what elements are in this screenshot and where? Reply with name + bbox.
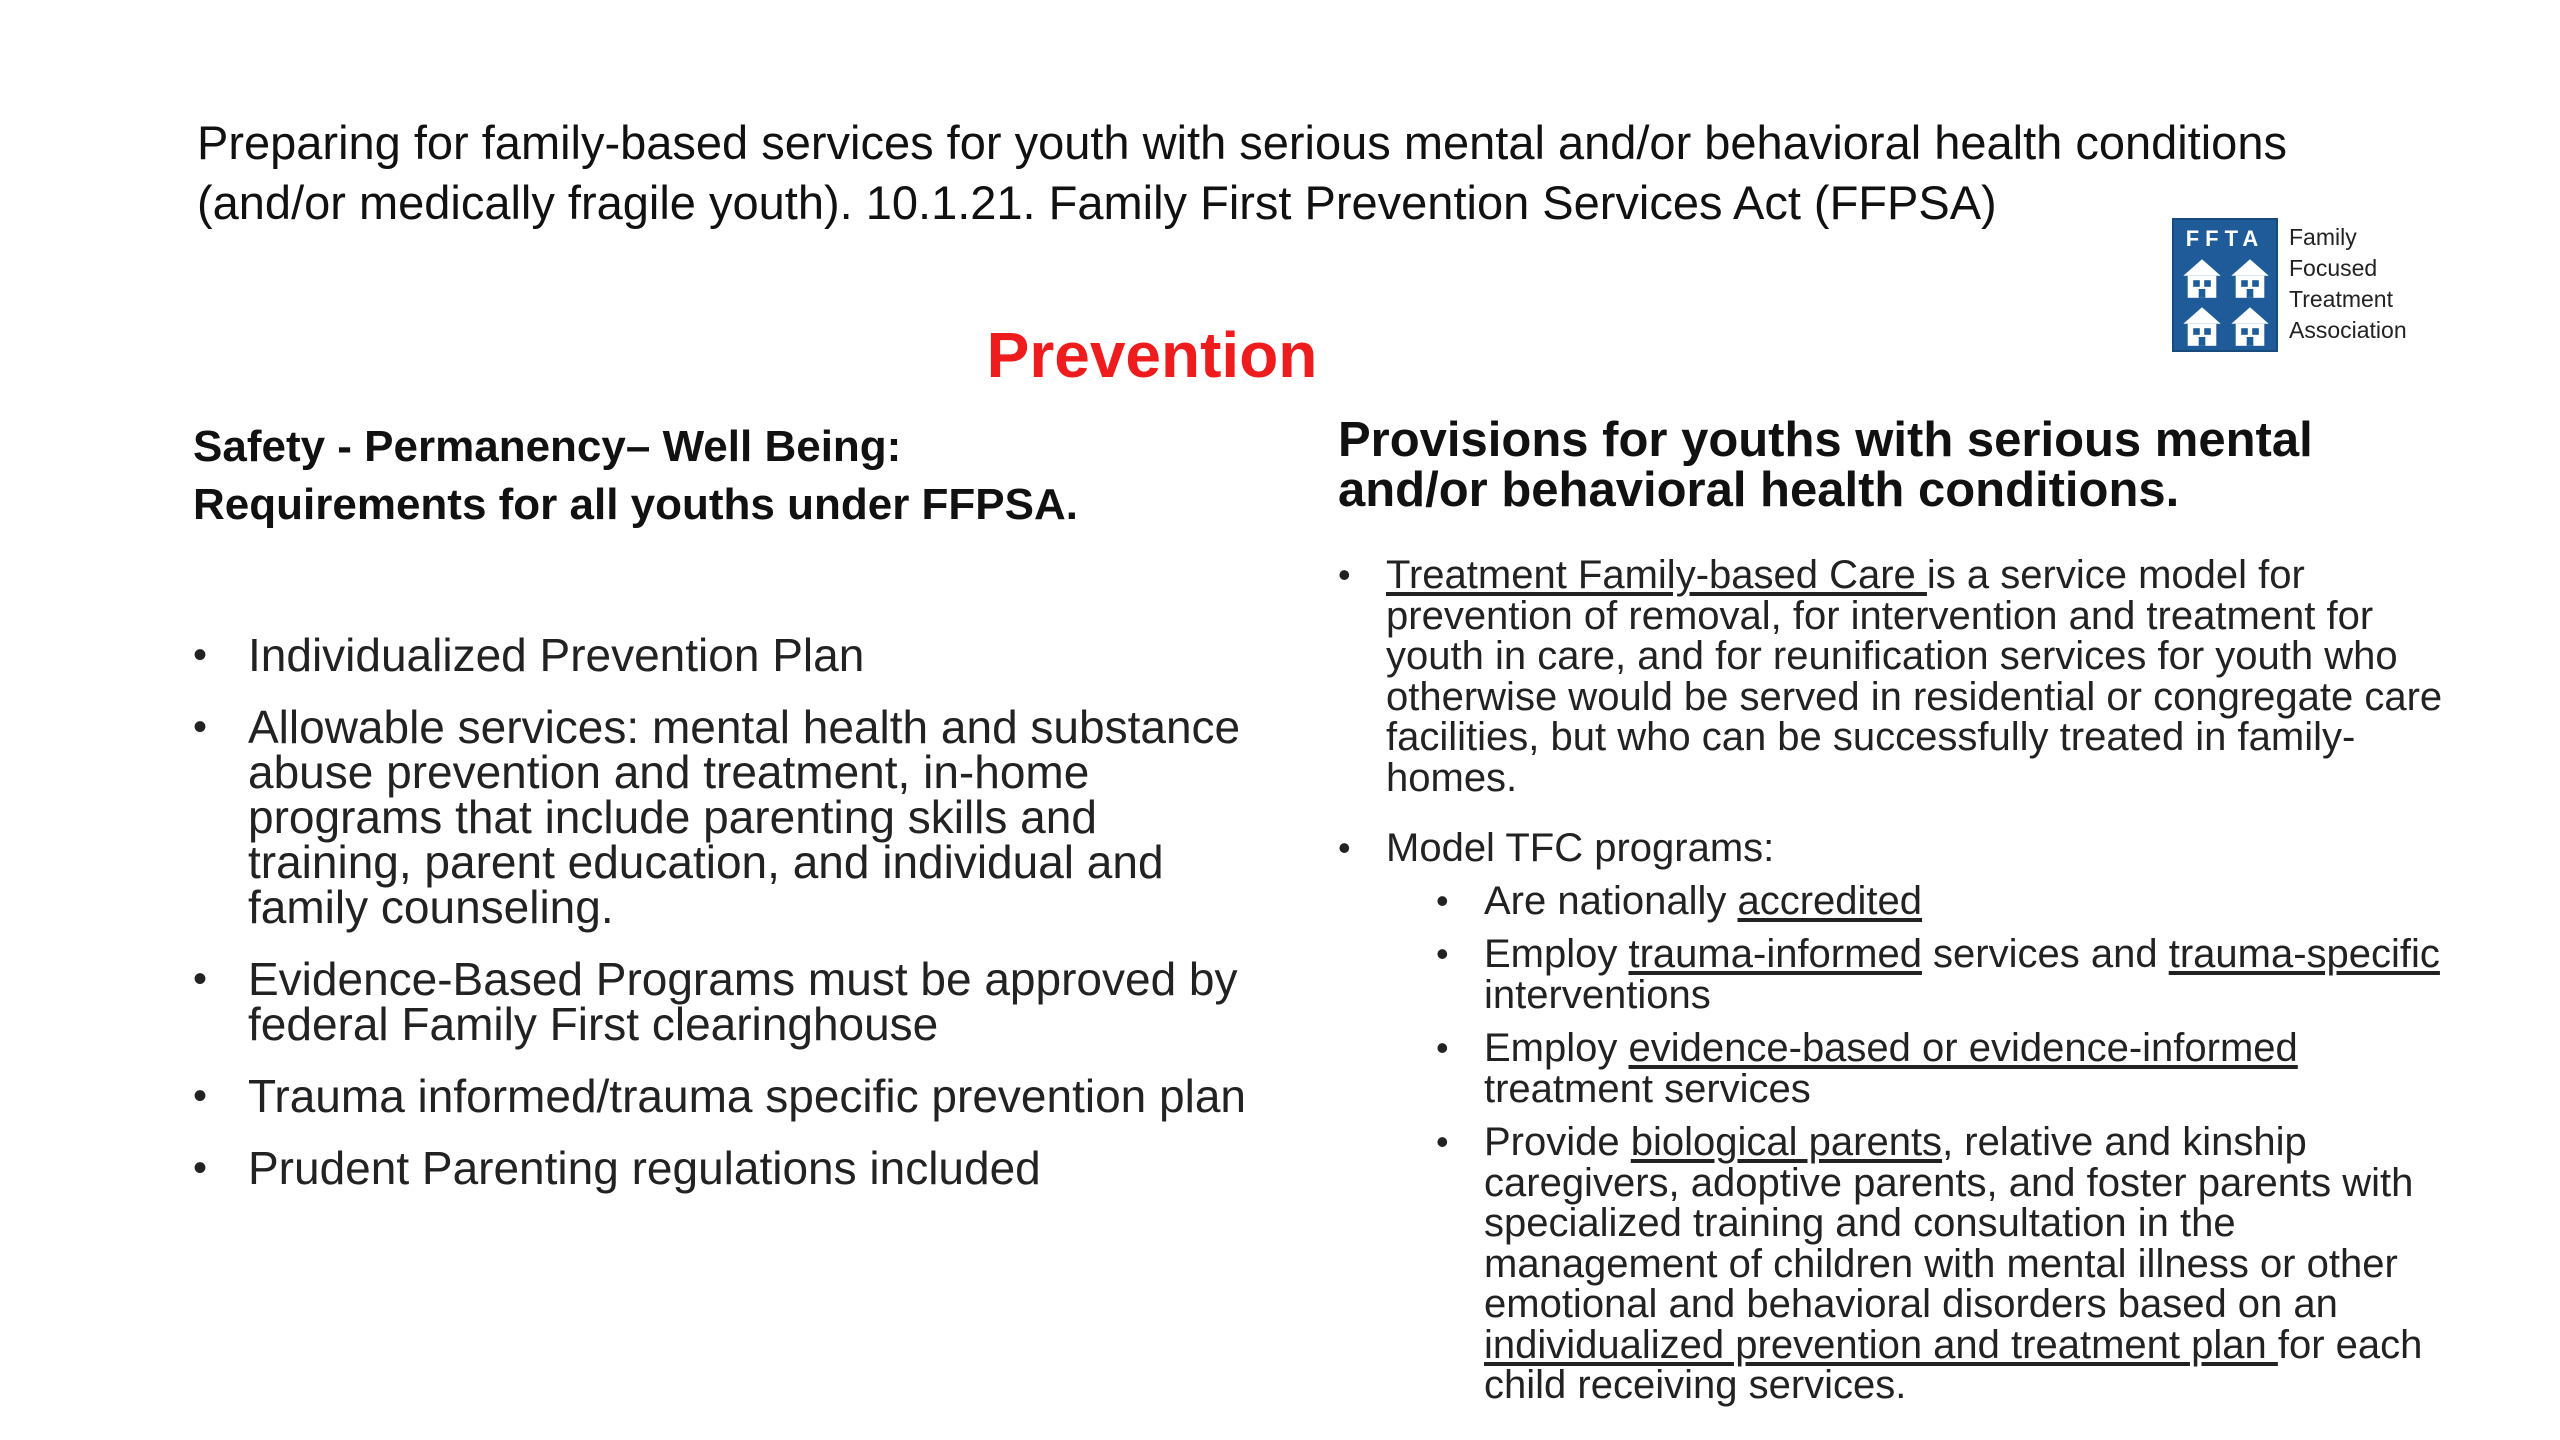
sub-item-text: Provide bbox=[1484, 1120, 1631, 1164]
list-item-tfc-definition bbox=[1338, 555, 2468, 798]
left-heading-line: Requirements for all youths under FFPSA. bbox=[193, 480, 1079, 529]
provisions-list bbox=[1338, 555, 2468, 1436]
sub-list-item bbox=[1436, 878, 2468, 923]
logo-houses bbox=[2180, 256, 2272, 348]
logo-letters: FFTA bbox=[2185, 226, 2265, 251]
logo-wordmark bbox=[2289, 222, 2407, 346]
slide-title: Preparing for family-based services for youth with serious mental and/or behavioral health conditions (and/or medically fragile youth). 10.1.21. Family First Prevention Services Act (FFPSA) bbox=[197, 116, 2287, 229]
logo-line: Association bbox=[2289, 317, 2407, 343]
sub-item-text: for each child receiving services. bbox=[1484, 1322, 2423, 1407]
biological-parents-link[interactable]: biological parents bbox=[1630, 1120, 1943, 1164]
evidence-based-link[interactable]: evidence-based or evidence-informed bbox=[1628, 1026, 2298, 1070]
house-icon bbox=[2180, 304, 2224, 348]
left-heading-line: Safety - Permanency– Well Being: bbox=[193, 422, 902, 471]
sub-item-text: services and bbox=[1921, 932, 2169, 976]
sub-item-text: Employ bbox=[1484, 1026, 1629, 1070]
accredited-link[interactable]: accredited bbox=[1737, 878, 1923, 923]
right-column-heading bbox=[1338, 415, 2468, 515]
list-item-text: is a service model for prevention of removal, for intervention and treatment for youth in care, and for reunification services for youth who otherwise would be served in residential or congregate care facilities, but who can be successfully treated in family-homes. bbox=[1386, 553, 2443, 800]
right-heading-line: Provisions for youths with serious mental bbox=[1338, 413, 2313, 467]
sub-list-item bbox=[1436, 1122, 2468, 1406]
trauma-informed-link[interactable]: trauma-informed bbox=[1628, 932, 1922, 976]
section-heading-prevention: Prevention bbox=[986, 319, 1318, 391]
sub-list-item bbox=[1436, 934, 2468, 1015]
right-heading-line: and/or behavioral health conditions. bbox=[1338, 463, 2180, 517]
sub-list-item bbox=[1436, 1028, 2468, 1109]
left-column-heading bbox=[193, 418, 1273, 534]
house-icon bbox=[2180, 256, 2224, 300]
list-item: • Allowable services: mental health and substance abuse prevention and treatment, in-home programs that include parenting skills and training, parent education, and individual and family counseling. bbox=[193, 705, 1273, 930]
sub-item-text: Employ bbox=[1484, 932, 1629, 976]
sub-item-text: Are nationally bbox=[1484, 878, 1738, 923]
ffta-logo bbox=[2172, 218, 2407, 353]
house-icon bbox=[2228, 304, 2272, 348]
trauma-specific-link[interactable]: trauma-specific bbox=[2168, 932, 2440, 976]
treatment-plan-link[interactable]: individualized prevention and treatment plan bbox=[1484, 1322, 2278, 1367]
logo-line: Family bbox=[2289, 224, 2357, 250]
list-item: • Prudent Parenting regulations included bbox=[193, 1146, 1273, 1191]
logo-line: Focused bbox=[2289, 255, 2378, 281]
list-item-model-programs bbox=[1338, 828, 2468, 1406]
requirements-list bbox=[193, 629, 1273, 1218]
list-item-text: Model TFC programs: bbox=[1386, 826, 1775, 870]
house-icon bbox=[2228, 256, 2272, 300]
left-column bbox=[193, 418, 1273, 1194]
logo-emblem bbox=[2172, 218, 2278, 352]
right-column bbox=[1338, 413, 2468, 1407]
sub-item-text: , relative and kinship caregivers, adoptive parents, and foster parents with specialized training and consultation in the management of children with mental illness or other emotional and behavioral disorders based on an bbox=[1484, 1120, 2414, 1326]
list-item: • Evidence-Based Programs must be approved by federal Family First clearinghouse bbox=[193, 957, 1273, 1047]
sub-item-text: interventions bbox=[1484, 972, 1711, 1017]
tfc-link[interactable]: Treatment Family-based Care bbox=[1386, 553, 1927, 597]
list-item: • Individualized Prevention Plan bbox=[193, 633, 1273, 678]
logo-line: Treatment bbox=[2289, 286, 2393, 312]
sub-item-text: treatment services bbox=[1484, 1066, 1811, 1111]
model-programs-sublist bbox=[1386, 878, 2468, 1407]
list-item: • Trauma informed/trauma specific prevention plan bbox=[193, 1074, 1273, 1119]
